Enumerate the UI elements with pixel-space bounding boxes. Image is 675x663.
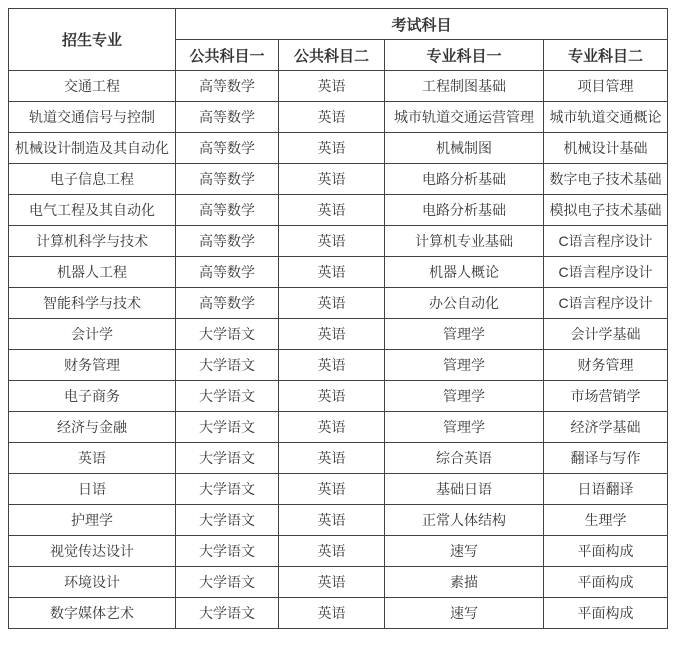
- header-row-group: [9, 9, 668, 40]
- subject-cell: 大学语文: [176, 381, 279, 412]
- table-row: [9, 505, 668, 536]
- major-cell: 智能科学与技术: [9, 288, 176, 319]
- subject-cell: 生理学: [544, 505, 668, 536]
- subject-cell: 英语: [279, 567, 385, 598]
- subject-cell: 机器人概论: [385, 257, 544, 288]
- subject-cell: 管理学: [385, 319, 544, 350]
- subject-cell: 项目管理: [544, 71, 668, 102]
- subject-cell: 财务管理: [544, 350, 668, 381]
- public-subject-2-header: 公共科目二: [279, 40, 385, 71]
- table-row: [9, 381, 668, 412]
- major-cell: 数字媒体艺术: [9, 598, 176, 629]
- subject-cell: 英语: [279, 381, 385, 412]
- table-body: [9, 71, 668, 629]
- table-row: [9, 257, 668, 288]
- major-cell: 电子信息工程: [9, 164, 176, 195]
- table-row: [9, 288, 668, 319]
- subject-cell: 平面构成: [544, 598, 668, 629]
- major-cell: 视觉传达设计: [9, 536, 176, 567]
- major-cell: 电子商务: [9, 381, 176, 412]
- subject-cell: 平面构成: [544, 536, 668, 567]
- subject-cell: 英语: [279, 195, 385, 226]
- subject-cell: 英语: [279, 133, 385, 164]
- subject-cell: 大学语文: [176, 567, 279, 598]
- table-row: [9, 412, 668, 443]
- subject-cell: 高等数学: [176, 226, 279, 257]
- subject-cell: 模拟电子技术基础: [544, 195, 668, 226]
- subject-cell: 英语: [279, 412, 385, 443]
- subject-cell: 英语: [279, 257, 385, 288]
- subject-cell: C语言程序设计: [544, 288, 668, 319]
- subject-cell: 日语翻译: [544, 474, 668, 505]
- subject-cell: 大学语文: [176, 536, 279, 567]
- subject-cell: 基础日语: [385, 474, 544, 505]
- subject-cell: 翻译与写作: [544, 443, 668, 474]
- subject-cell: 英语: [279, 598, 385, 629]
- major-cell: 机械设计制造及其自动化: [9, 133, 176, 164]
- subject-cell: 高等数学: [176, 195, 279, 226]
- table-row: [9, 567, 668, 598]
- subject-cell: 高等数学: [176, 102, 279, 133]
- table-row: [9, 350, 668, 381]
- subject-cell: 英语: [279, 288, 385, 319]
- table-row: [9, 195, 668, 226]
- subject-cell: 管理学: [385, 412, 544, 443]
- subject-cell: 英语: [279, 443, 385, 474]
- subject-cell: 综合英语: [385, 443, 544, 474]
- subject-cell: 会计学基础: [544, 319, 668, 350]
- pro-subject-1-header: 专业科目一: [385, 40, 544, 71]
- subject-cell: 英语: [279, 505, 385, 536]
- major-column-header: 招生专业: [9, 9, 176, 71]
- table-header: [9, 9, 668, 71]
- table-row: [9, 474, 668, 505]
- exam-subjects-table: [8, 8, 668, 629]
- subject-cell: 数字电子技术基础: [544, 164, 668, 195]
- subject-cell: 英语: [279, 350, 385, 381]
- subject-cell: 正常人体结构: [385, 505, 544, 536]
- table-row: [9, 71, 668, 102]
- table-row: [9, 319, 668, 350]
- subject-cell: 平面构成: [544, 567, 668, 598]
- subject-cell: 城市轨道交通运营管理: [385, 102, 544, 133]
- subject-cell: C语言程序设计: [544, 226, 668, 257]
- table-row: [9, 443, 668, 474]
- subject-cell: C语言程序设计: [544, 257, 668, 288]
- subject-cell: 大学语文: [176, 474, 279, 505]
- subject-cell: 管理学: [385, 350, 544, 381]
- table-row: [9, 164, 668, 195]
- subject-cell: 大学语文: [176, 412, 279, 443]
- subject-cell: 英语: [279, 71, 385, 102]
- table-row: [9, 226, 668, 257]
- subject-cell: 速写: [385, 598, 544, 629]
- table-row: [9, 598, 668, 629]
- major-cell: 会计学: [9, 319, 176, 350]
- subject-cell: 办公自动化: [385, 288, 544, 319]
- table-row: [9, 536, 668, 567]
- subject-cell: 机械设计基础: [544, 133, 668, 164]
- subject-cell: 高等数学: [176, 288, 279, 319]
- subject-cell: 大学语文: [176, 443, 279, 474]
- subject-cell: 计算机专业基础: [385, 226, 544, 257]
- major-cell: 电气工程及其自动化: [9, 195, 176, 226]
- major-cell: 计算机科学与技术: [9, 226, 176, 257]
- subject-cell: 电路分析基础: [385, 195, 544, 226]
- subject-cell: 电路分析基础: [385, 164, 544, 195]
- subject-cell: 高等数学: [176, 133, 279, 164]
- subject-cell: 大学语文: [176, 598, 279, 629]
- subject-cell: 管理学: [385, 381, 544, 412]
- subject-cell: 市场营销学: [544, 381, 668, 412]
- major-cell: 英语: [9, 443, 176, 474]
- subject-cell: 英语: [279, 164, 385, 195]
- major-cell: 护理学: [9, 505, 176, 536]
- subject-cell: 英语: [279, 102, 385, 133]
- table-row: [9, 133, 668, 164]
- major-cell: 日语: [9, 474, 176, 505]
- subject-cell: 城市轨道交通概论: [544, 102, 668, 133]
- subject-cell: 速写: [385, 536, 544, 567]
- subject-cell: 大学语文: [176, 350, 279, 381]
- subject-cell: 英语: [279, 536, 385, 567]
- subject-cell: 大学语文: [176, 505, 279, 536]
- subject-cell: 机械制图: [385, 133, 544, 164]
- subject-cell: 高等数学: [176, 164, 279, 195]
- subject-cell: 素描: [385, 567, 544, 598]
- major-cell: 交通工程: [9, 71, 176, 102]
- major-cell: 财务管理: [9, 350, 176, 381]
- major-cell: 经济与金融: [9, 412, 176, 443]
- major-cell: 环境设计: [9, 567, 176, 598]
- subject-cell: 英语: [279, 226, 385, 257]
- table-row: [9, 102, 668, 133]
- major-cell: 机器人工程: [9, 257, 176, 288]
- subject-cell: 大学语文: [176, 319, 279, 350]
- subject-cell: 英语: [279, 474, 385, 505]
- subject-cell: 高等数学: [176, 71, 279, 102]
- public-subject-1-header: 公共科目一: [176, 40, 279, 71]
- subject-cell: 英语: [279, 319, 385, 350]
- subject-cell: 经济学基础: [544, 412, 668, 443]
- pro-subject-2-header: 专业科目二: [544, 40, 668, 71]
- exam-subjects-group-header: 考试科目: [176, 9, 668, 40]
- subject-cell: 高等数学: [176, 257, 279, 288]
- subject-cell: 工程制图基础: [385, 71, 544, 102]
- major-cell: 轨道交通信号与控制: [9, 102, 176, 133]
